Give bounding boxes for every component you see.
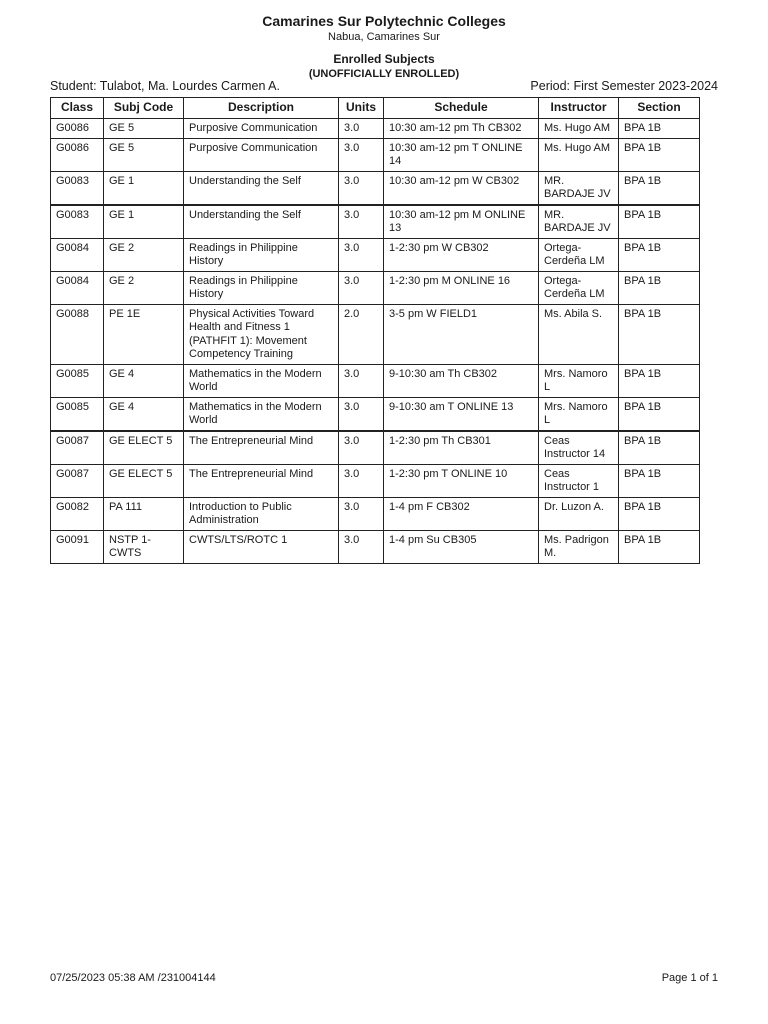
cell-section: BPA 1B <box>619 119 700 139</box>
cell-instructor: Ceas Instructor 14 <box>539 431 619 465</box>
cell-section: BPA 1B <box>619 138 700 171</box>
table-row <box>51 364 700 397</box>
cell-subj-code: GE 4 <box>104 397 184 431</box>
enrolled-subjects-table <box>50 97 700 564</box>
cell-description: Purposive Communication <box>184 138 339 171</box>
cell-class: G0083 <box>51 171 104 205</box>
cell-section: BPA 1B <box>619 497 700 530</box>
column-header-units: Units <box>339 98 384 119</box>
cell-section: BPA 1B <box>619 238 700 271</box>
table-row <box>51 304 700 364</box>
cell-section: BPA 1B <box>619 171 700 205</box>
column-header-schedule: Schedule <box>384 98 539 119</box>
table-row <box>51 138 700 171</box>
cell-class: G0086 <box>51 138 104 171</box>
cell-instructor: Ms. Hugo AM <box>539 138 619 171</box>
cell-class: G0085 <box>51 364 104 397</box>
cell-instructor: Mrs. Namoro L <box>539 364 619 397</box>
cell-units: 3.0 <box>339 238 384 271</box>
cell-section: BPA 1B <box>619 364 700 397</box>
cell-units: 3.0 <box>339 497 384 530</box>
cell-subj-code: GE 1 <box>104 171 184 205</box>
print-timestamp: 07/25/2023 05:38 AM /231004144 <box>50 972 216 984</box>
table-row <box>51 171 700 205</box>
table-row <box>51 119 700 139</box>
cell-instructor: Ms. Hugo AM <box>539 119 619 139</box>
cell-subj-code: GE 5 <box>104 119 184 139</box>
cell-class: G0082 <box>51 497 104 530</box>
cell-description: Readings in Philippine History <box>184 238 339 271</box>
table-row <box>51 397 700 431</box>
cell-schedule: 10:30 am-12 pm Th CB302 <box>384 119 539 139</box>
cell-instructor: Ortega-Cerdeña LM <box>539 271 619 304</box>
school-address: Nabua, Camarines Sur <box>328 31 440 43</box>
cell-subj-code: PA 111 <box>104 497 184 530</box>
cell-section: BPA 1B <box>619 397 700 431</box>
cell-description: Understanding the Self <box>184 171 339 205</box>
cell-schedule: 9-10:30 am T ONLINE 13 <box>384 397 539 431</box>
student-name: Student: Tulabot, Ma. Lourdes Carmen A. <box>50 79 280 93</box>
cell-class: G0091 <box>51 530 104 563</box>
cell-description: The Entrepreneurial Mind <box>184 464 339 497</box>
cell-description: The Entrepreneurial Mind <box>184 431 339 465</box>
table-row <box>51 238 700 271</box>
table-row <box>51 497 700 530</box>
table-row <box>51 464 700 497</box>
cell-schedule: 1-2:30 pm Th CB301 <box>384 431 539 465</box>
school-name: Camarines Sur Polytechnic Colleges <box>262 13 506 29</box>
column-header-instructor: Instructor <box>539 98 619 119</box>
enrollment-status: (UNOFFICIALLY ENROLLED) <box>308 68 460 80</box>
document-header <box>0 12 768 81</box>
column-header-subj-code: Subj Code <box>104 98 184 119</box>
cell-description: Mathematics in the Modern World <box>184 397 339 431</box>
table-row <box>51 530 700 563</box>
cell-description: Readings in Philippine History <box>184 271 339 304</box>
cell-instructor: Dr. Luzon A. <box>539 497 619 530</box>
table-row <box>51 271 700 304</box>
cell-class: G0087 <box>51 464 104 497</box>
cell-class: G0084 <box>51 271 104 304</box>
cell-section: BPA 1B <box>619 464 700 497</box>
cell-units: 3.0 <box>339 431 384 465</box>
cell-instructor: MR. BARDAJE JV <box>539 171 619 205</box>
cell-instructor: Ortega-Cerdeña LM <box>539 238 619 271</box>
cell-schedule: 1-2:30 pm W CB302 <box>384 238 539 271</box>
cell-schedule: 9-10:30 am Th CB302 <box>384 364 539 397</box>
cell-units: 2.0 <box>339 304 384 364</box>
document-title: Enrolled Subjects <box>333 52 435 66</box>
cell-units: 3.0 <box>339 138 384 171</box>
cell-instructor: MR. BARDAJE JV <box>539 205 619 239</box>
cell-section: BPA 1B <box>619 431 700 465</box>
cell-description: CWTS/LTS/ROTC 1 <box>184 530 339 563</box>
cell-description: Understanding the Self <box>184 205 339 239</box>
cell-schedule: 10:30 am-12 pm W CB302 <box>384 171 539 205</box>
cell-units: 3.0 <box>339 397 384 431</box>
column-header-class: Class <box>51 98 104 119</box>
cell-schedule: 10:30 am-12 pm T ONLINE 14 <box>384 138 539 171</box>
cell-units: 3.0 <box>339 205 384 239</box>
student-info-row <box>50 78 718 94</box>
cell-instructor: Ms. Abila S. <box>539 304 619 364</box>
cell-schedule: 1-2:30 pm T ONLINE 10 <box>384 464 539 497</box>
table-row <box>51 431 700 465</box>
cell-schedule: 1-2:30 pm M ONLINE 16 <box>384 271 539 304</box>
cell-class: G0088 <box>51 304 104 364</box>
page-number: Page 1 of 1 <box>661 972 718 984</box>
cell-section: BPA 1B <box>619 530 700 563</box>
cell-subj-code: NSTP 1-CWTS <box>104 530 184 563</box>
column-header-description: Description <box>184 98 339 119</box>
cell-instructor: Ceas Instructor 1 <box>539 464 619 497</box>
cell-section: BPA 1B <box>619 271 700 304</box>
cell-subj-code: GE ELECT 5 <box>104 431 184 465</box>
cell-subj-code: GE 1 <box>104 205 184 239</box>
cell-units: 3.0 <box>339 171 384 205</box>
cell-class: G0084 <box>51 238 104 271</box>
column-header-section: Section <box>619 98 700 119</box>
cell-instructor: Ms. Padrigon M. <box>539 530 619 563</box>
cell-class: G0085 <box>51 397 104 431</box>
cell-instructor: Mrs. Namoro L <box>539 397 619 431</box>
cell-units: 3.0 <box>339 530 384 563</box>
cell-units: 3.0 <box>339 119 384 139</box>
cell-class: G0087 <box>51 431 104 465</box>
cell-subj-code: GE 5 <box>104 138 184 171</box>
cell-units: 3.0 <box>339 271 384 304</box>
cell-subj-code: PE 1E <box>104 304 184 364</box>
cell-class: G0086 <box>51 119 104 139</box>
cell-units: 3.0 <box>339 464 384 497</box>
table-header-row <box>51 98 700 119</box>
cell-class: G0083 <box>51 205 104 239</box>
cell-description: Introduction to Public Administration <box>184 497 339 530</box>
table-row <box>51 205 700 239</box>
cell-subj-code: GE ELECT 5 <box>104 464 184 497</box>
cell-subj-code: GE 2 <box>104 238 184 271</box>
cell-section: BPA 1B <box>619 304 700 364</box>
cell-description: Physical Activities Toward Health and Fitness 1 (PATHFIT 1): Movement Competency Training <box>184 304 339 364</box>
cell-description: Purposive Communication <box>184 119 339 139</box>
cell-subj-code: GE 4 <box>104 364 184 397</box>
cell-units: 3.0 <box>339 364 384 397</box>
cell-schedule: 10:30 am-12 pm M ONLINE 13 <box>384 205 539 239</box>
cell-schedule: 1-4 pm Su CB305 <box>384 530 539 563</box>
cell-section: BPA 1B <box>619 205 700 239</box>
cell-description: Mathematics in the Modern World <box>184 364 339 397</box>
cell-schedule: 3-5 pm W FIELD1 <box>384 304 539 364</box>
cell-subj-code: GE 2 <box>104 271 184 304</box>
enrollment-period: Period: First Semester 2023-2024 <box>530 79 718 93</box>
cell-schedule: 1-4 pm F CB302 <box>384 497 539 530</box>
